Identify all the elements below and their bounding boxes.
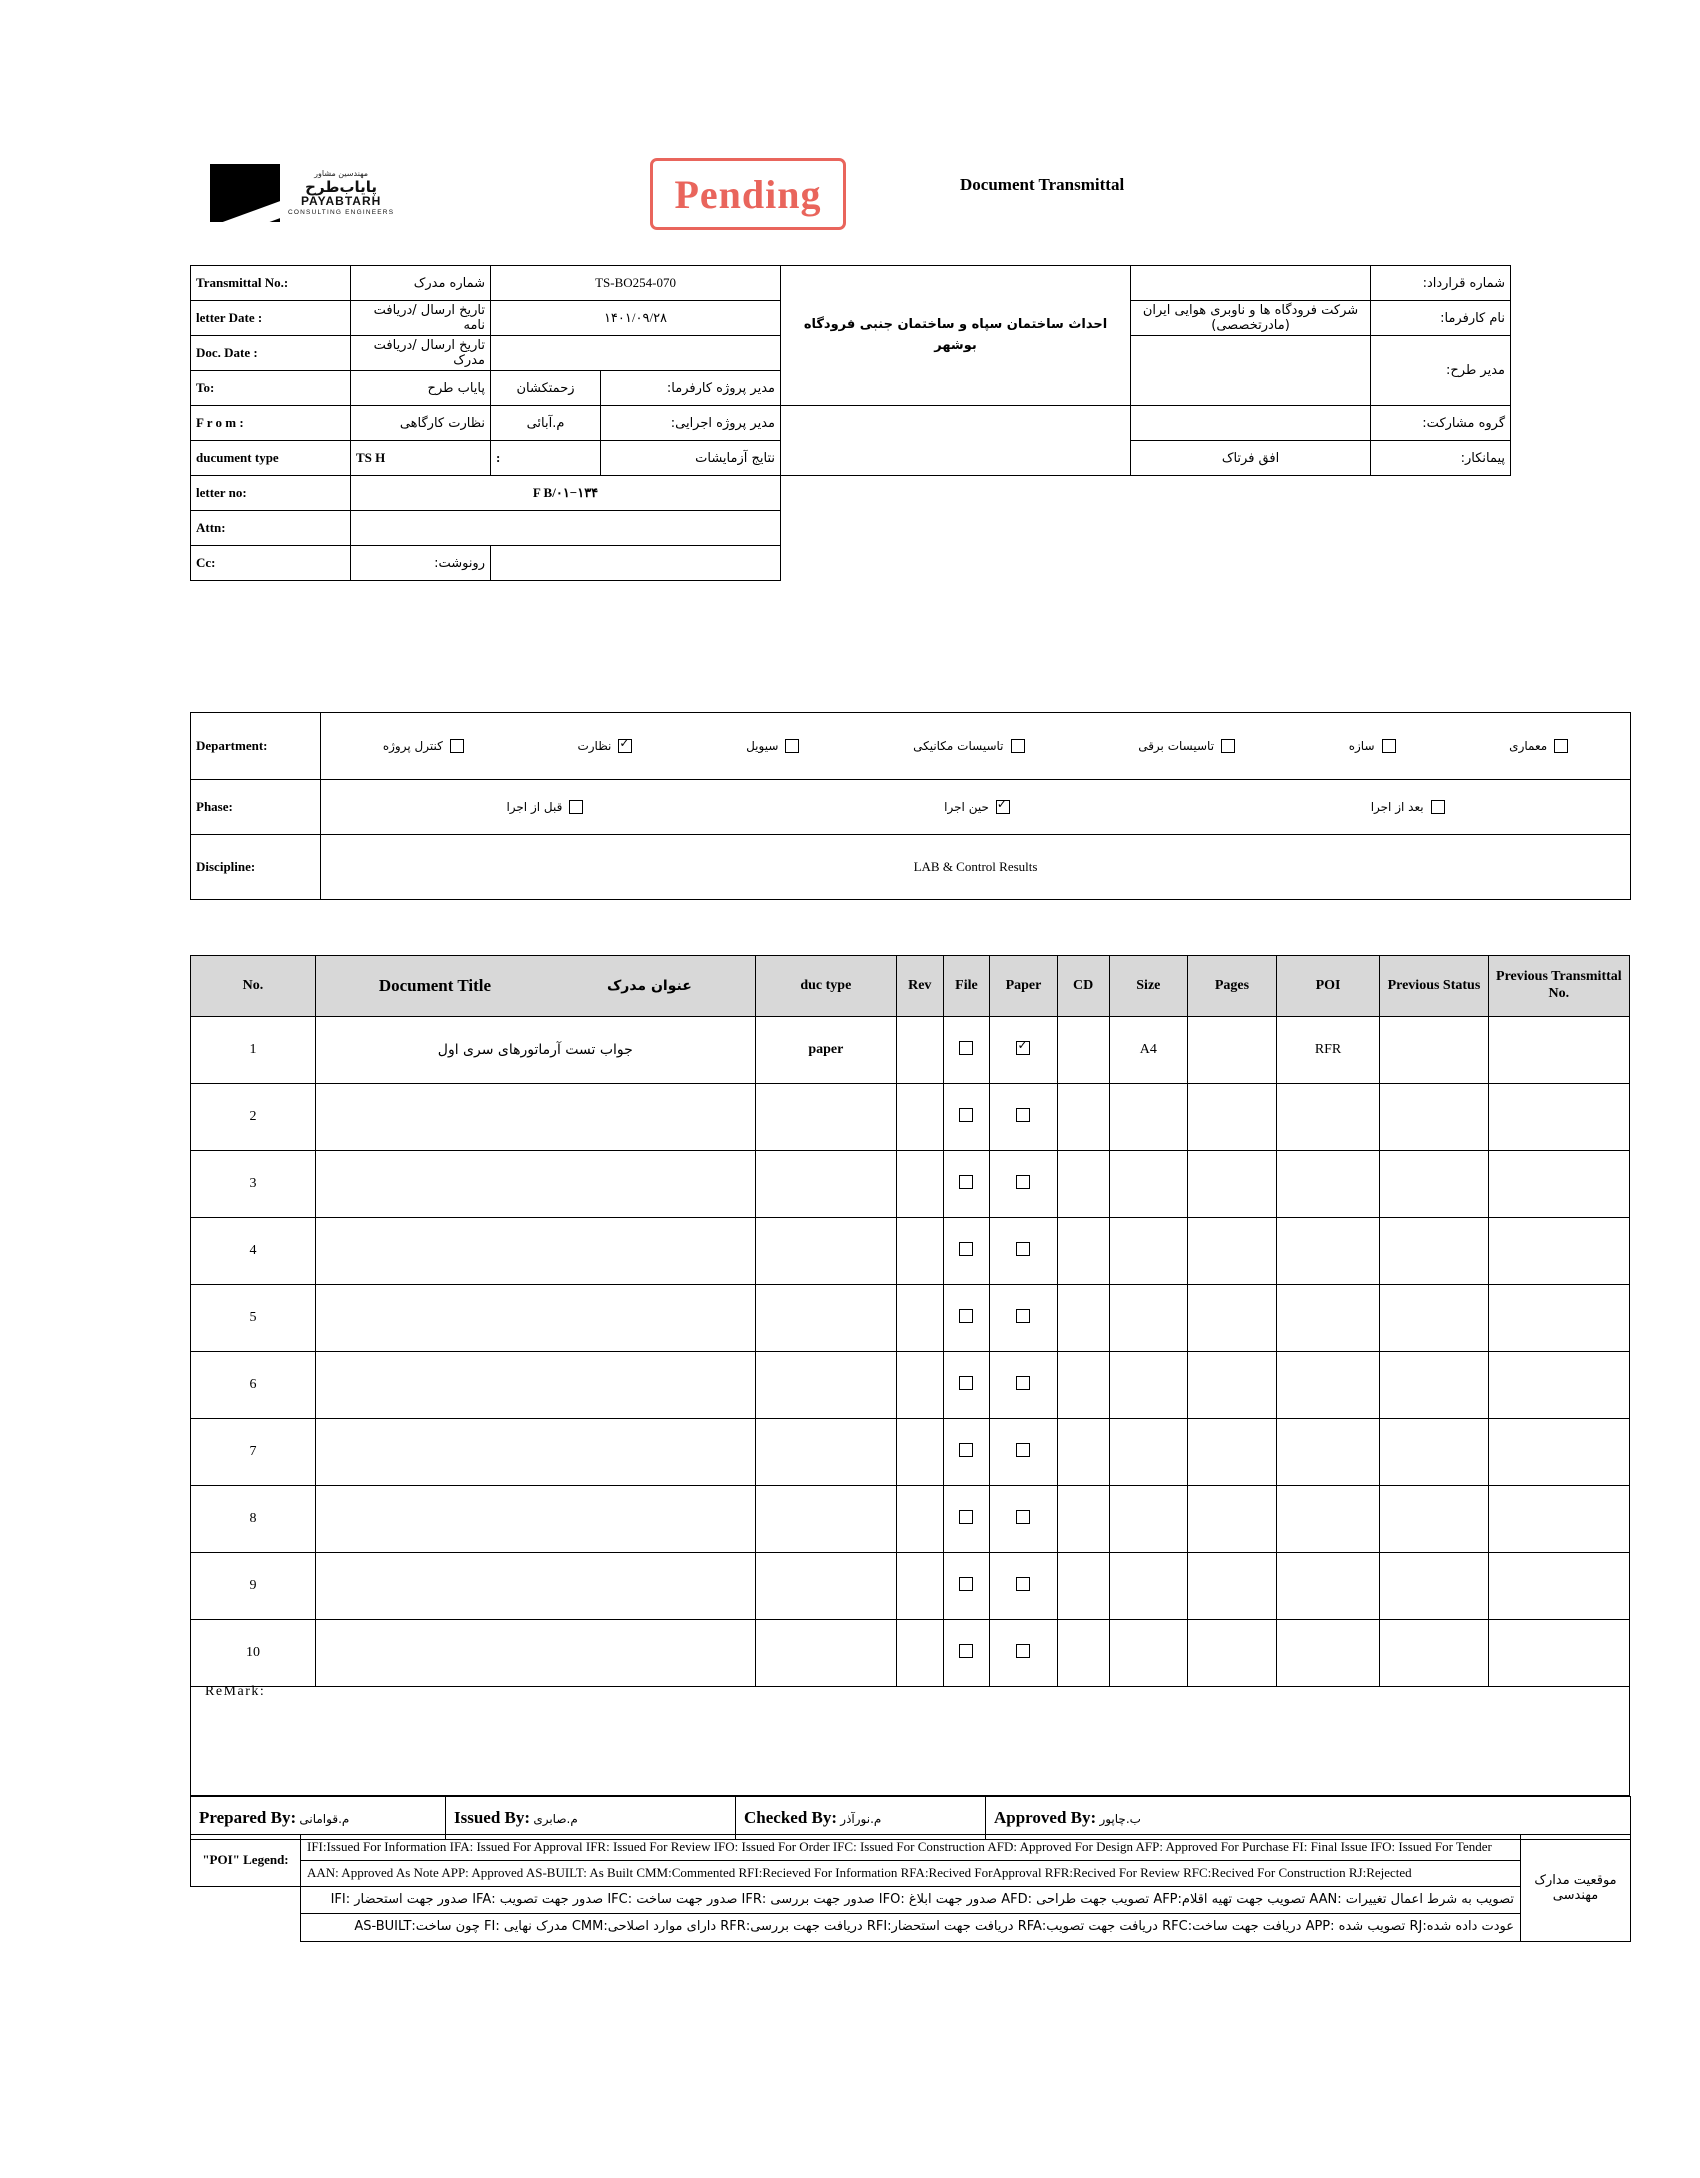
dept-option-mechanical[interactable]: تاسیسات مکانیکی <box>913 739 1024 753</box>
cell-title[interactable] <box>315 1352 755 1419</box>
checkbox-icon[interactable] <box>1382 739 1396 753</box>
cell-poi[interactable] <box>1276 1352 1379 1419</box>
cell-cd[interactable] <box>1057 1419 1109 1486</box>
cell-file[interactable] <box>943 1352 990 1419</box>
from-role-value[interactable]: م.آبائی <box>491 406 601 441</box>
cell-title[interactable] <box>315 1419 755 1486</box>
logo-text <box>288 170 394 216</box>
cell-pages[interactable] <box>1187 1017 1276 1084</box>
header-poi: POI <box>1276 956 1379 1017</box>
cell-title[interactable]: جواب تست آرماتورهای سری اول <box>315 1017 755 1084</box>
cell-paper[interactable] <box>990 1218 1057 1285</box>
checkbox-icon[interactable] <box>959 1242 973 1256</box>
logo-line-1: مهندسین مشاور <box>314 169 369 179</box>
logo-mark-icon <box>210 164 280 222</box>
doc-date-label: Doc. Date : <box>191 336 351 371</box>
discipline-label: Discipline: <box>191 835 321 900</box>
header-previous-status: Previous Status <box>1380 956 1489 1017</box>
project-title-continued <box>781 406 1131 476</box>
cell-file[interactable] <box>943 1285 990 1352</box>
checkbox-icon[interactable] <box>959 1309 973 1323</box>
cell-pages[interactable] <box>1187 1419 1276 1486</box>
checkbox-icon[interactable] <box>1016 1443 1030 1457</box>
cell-no: 9 <box>191 1553 316 1620</box>
transmittal-no-value[interactable]: TS-BO254-070 <box>491 266 781 301</box>
table-row <box>191 1419 1630 1486</box>
letter-no-label: letter no: <box>191 476 351 511</box>
cell-duc-type[interactable] <box>755 1553 896 1620</box>
document-header <box>190 150 1510 240</box>
cell-size[interactable] <box>1109 1218 1187 1285</box>
doc-date-value[interactable] <box>491 336 781 371</box>
cell-previous-transmittal-no[interactable] <box>1488 1218 1629 1285</box>
cell-duc-type[interactable]: paper <box>755 1017 896 1084</box>
dept-option-sazeh[interactable]: سازه <box>1349 739 1396 753</box>
checkbox-icon[interactable] <box>1016 1175 1030 1189</box>
cell-size[interactable] <box>1109 1285 1187 1352</box>
to-role-label: مدیر پروژه کارفرما: <box>601 371 781 406</box>
cell-paper[interactable] <box>990 1553 1057 1620</box>
checkbox-icon[interactable] <box>959 1041 973 1055</box>
checkbox-icon[interactable] <box>1016 1644 1030 1658</box>
cell-size[interactable] <box>1109 1352 1187 1419</box>
cell-duc-type[interactable] <box>755 1285 896 1352</box>
cell-no: 3 <box>191 1151 316 1218</box>
header-file: File <box>943 956 990 1017</box>
cell-poi[interactable] <box>1276 1218 1379 1285</box>
cell-previous-status[interactable] <box>1380 1218 1489 1285</box>
header-previous-transmittal-no: Previous Transmittal No. <box>1488 956 1629 1017</box>
remark-box[interactable] <box>190 1676 1630 1796</box>
cell-rev[interactable] <box>896 1285 943 1352</box>
cell-title[interactable] <box>315 1285 755 1352</box>
issued-by-label: Issued By: <box>454 1808 531 1827</box>
cell-poi[interactable] <box>1276 1084 1379 1151</box>
checkbox-icon[interactable] <box>450 739 464 753</box>
cell-pages[interactable] <box>1187 1486 1276 1553</box>
cell-previous-status[interactable] <box>1380 1285 1489 1352</box>
header-rev: Rev <box>896 956 943 1017</box>
header-document-title <box>315 956 755 1017</box>
design-manager-label: مدیر طرح: <box>1371 336 1511 406</box>
cell-paper[interactable] <box>990 1486 1057 1553</box>
company-logo <box>210 158 410 228</box>
cell-duc-type[interactable] <box>755 1419 896 1486</box>
cell-pages[interactable] <box>1187 1352 1276 1419</box>
header-paper: Paper <box>990 956 1057 1017</box>
approved-by-label: Approved By: <box>994 1808 1097 1827</box>
checkbox-icon[interactable] <box>1016 1510 1030 1524</box>
cell-no: 4 <box>191 1218 316 1285</box>
cell-poi[interactable] <box>1276 1486 1379 1553</box>
cell-poi[interactable] <box>1276 1419 1379 1486</box>
employer-label: نام کارفرما: <box>1371 301 1511 336</box>
legend-line-3: تصویب به شرط اعمال تغییرات :AAN تصویب جهت تهیه اقلام:AFP تصویب جهت طراحی :AFD صدور جهت ابلاغ :IFO صدور جهت بررسی :IFR صدور جهت ساخت :IFC صدور جهت تصویب :IFA صدور جهت استحضار :IFI <box>301 1886 1521 1914</box>
cell-cd[interactable] <box>1057 1285 1109 1352</box>
checkbox-icon[interactable] <box>959 1376 973 1390</box>
document-list-table <box>190 955 1630 1687</box>
header-pages: Pages <box>1187 956 1276 1017</box>
attn-value[interactable] <box>351 511 781 546</box>
cell-pages[interactable] <box>1187 1084 1276 1151</box>
cell-pages[interactable] <box>1187 1151 1276 1218</box>
poi-legend-label: "POI" Legend: <box>191 1835 301 1887</box>
to-value[interactable]: پایاب طرح <box>351 371 491 406</box>
checkbox-icon[interactable] <box>1431 800 1445 814</box>
cell-previous-transmittal-no[interactable] <box>1488 1352 1629 1419</box>
cc-label-fa: رونوشت: <box>351 546 491 581</box>
cell-previous-status[interactable] <box>1380 1017 1489 1084</box>
cell-duc-type[interactable] <box>755 1218 896 1285</box>
cell-cd[interactable] <box>1057 1084 1109 1151</box>
cell-cd[interactable] <box>1057 1218 1109 1285</box>
cell-rev[interactable] <box>896 1151 943 1218</box>
cell-size[interactable] <box>1109 1486 1187 1553</box>
cell-previous-status[interactable] <box>1380 1084 1489 1151</box>
remark-label: ReMark: <box>205 1684 266 1699</box>
department-table <box>190 712 1631 900</box>
cell-file[interactable] <box>943 1084 990 1151</box>
header-size: Size <box>1109 956 1187 1017</box>
phase-checkbox-row <box>326 800 1625 814</box>
table-row <box>191 1084 1630 1151</box>
cc-label: Cc: <box>191 546 351 581</box>
transmittal-no-label-fa: شماره مدرک <box>351 266 491 301</box>
attn-label: Attn: <box>191 511 351 546</box>
phase-option-during[interactable]: ✓ حین اجرا <box>944 800 1010 814</box>
checkbox-icon[interactable] <box>1016 1309 1030 1323</box>
employer-value: شرکت فرودگاه ها و ناوبری هوایی ایران (مادرتخصصی) <box>1131 301 1371 336</box>
cell-rev[interactable] <box>896 1352 943 1419</box>
cell-previous-transmittal-no[interactable] <box>1488 1486 1629 1553</box>
checkbox-icon[interactable] <box>959 1108 973 1122</box>
cell-title[interactable] <box>315 1218 755 1285</box>
issued-by-value[interactable]: م.صابری <box>533 1812 578 1826</box>
cell-no: 10 <box>191 1620 316 1687</box>
cell-title[interactable] <box>315 1151 755 1218</box>
cell-no: 1 <box>191 1017 316 1084</box>
cell-duc-type[interactable] <box>755 1151 896 1218</box>
consortium-label: گروه مشارکت: <box>1371 406 1511 441</box>
legend-side-label: موقعیت مدارک مهندسی <box>1521 1835 1631 1942</box>
project-title: احداث ساختمان سپاه و ساختمان جنبی فرودگاه بوشهر <box>781 266 1131 406</box>
remark-value[interactable] <box>191 1700 1629 1708</box>
header-cd: CD <box>1057 956 1109 1017</box>
header-document-title-fa: عنوان مدرک <box>606 978 692 994</box>
department-label: Department: <box>191 713 321 780</box>
cell-pages[interactable] <box>1187 1218 1276 1285</box>
cell-previous-transmittal-no[interactable] <box>1488 1017 1629 1084</box>
phase-option-before[interactable]: قبل از اجرا <box>506 800 583 814</box>
checkbox-checked-icon[interactable] <box>618 739 632 753</box>
cell-paper[interactable] <box>990 1419 1057 1486</box>
cell-paper[interactable] <box>990 1151 1057 1218</box>
cell-cd[interactable] <box>1057 1553 1109 1620</box>
document-type-colon: : <box>491 441 601 476</box>
checked-by-value[interactable]: م.نورآذر <box>840 1812 882 1826</box>
cell-previous-status[interactable] <box>1380 1486 1489 1553</box>
letter-date-value[interactable]: ۱۴۰۱/۰۹/۲۸ <box>491 301 781 336</box>
cell-rev[interactable] <box>896 1017 943 1084</box>
table-row <box>191 1486 1630 1553</box>
cell-cd[interactable] <box>1057 1352 1109 1419</box>
prepared-by-label: Prepared By: <box>199 1808 297 1827</box>
pending-stamp: Pending <box>650 158 846 230</box>
cell-file[interactable] <box>943 1151 990 1218</box>
cell-paper[interactable] <box>990 1285 1057 1352</box>
cell-no: 7 <box>191 1419 316 1486</box>
prepared-by-value[interactable]: م.قوامانی <box>299 1812 350 1826</box>
cell-no: 5 <box>191 1285 316 1352</box>
table-row <box>191 1218 1630 1285</box>
header-no: No. <box>191 956 316 1017</box>
contract-no-value[interactable] <box>1131 266 1371 301</box>
cell-cd[interactable] <box>1057 1151 1109 1218</box>
cell-previous-transmittal-no[interactable] <box>1488 1084 1629 1151</box>
cell-poi[interactable]: RFR <box>1276 1017 1379 1084</box>
from-label: F r o m : <box>191 406 351 441</box>
cell-no: 2 <box>191 1084 316 1151</box>
cell-cd[interactable] <box>1057 1486 1109 1553</box>
cell-duc-type[interactable] <box>755 1486 896 1553</box>
dept-option-electrical[interactable]: تاسیسات برقی <box>1138 739 1235 753</box>
dept-option-civil[interactable]: سیویل <box>746 739 799 753</box>
approved-by-value[interactable]: ب.چاپور <box>1099 1812 1141 1826</box>
cc-value[interactable] <box>491 546 781 581</box>
cell-rev[interactable] <box>896 1084 943 1151</box>
checkbox-icon[interactable] <box>1221 739 1235 753</box>
cell-paper[interactable] <box>990 1084 1057 1151</box>
transmittal-info-table <box>190 265 1511 581</box>
cell-previous-status[interactable] <box>1380 1419 1489 1486</box>
cell-poi[interactable] <box>1276 1151 1379 1218</box>
dept-option-project-control[interactable]: کنترل پروژه <box>383 739 464 753</box>
document-type-value[interactable]: نتایج آزمایشات <box>601 441 781 476</box>
phase-option-after[interactable]: بعد از اجرا <box>1371 800 1445 814</box>
cell-rev[interactable] <box>896 1419 943 1486</box>
cell-file[interactable] <box>943 1017 990 1084</box>
department-options <box>321 713 1631 780</box>
checkbox-icon[interactable] <box>1016 1242 1030 1256</box>
checkbox-icon[interactable] <box>1011 739 1025 753</box>
cell-previous-transmittal-no[interactable] <box>1488 1553 1629 1620</box>
to-role-value[interactable]: زحمتکشان <box>491 371 601 406</box>
logo-line-2: پایاب‌طرح <box>305 177 378 196</box>
legend-line-2: AAN: Approved As Note APP: Approved AS-BUILT: As Built CMM:Commented RFI:Recieved For Information RFA:Recived ForApproval RFR:Recived For Review RFC:Recived For Construction RJ:Rejected <box>301 1860 1521 1886</box>
dept-option-memari[interactable]: معماری <box>1509 739 1568 753</box>
cell-previous-transmittal-no[interactable] <box>1488 1151 1629 1218</box>
discipline-value[interactable]: LAB & Control Results <box>321 835 1631 900</box>
table-row <box>191 1017 1630 1084</box>
phase-options <box>321 780 1631 835</box>
logo-line-4: CONSULTING ENGINEERS <box>288 208 395 216</box>
cell-size[interactable] <box>1109 1084 1187 1151</box>
table-row <box>191 1151 1630 1218</box>
from-value[interactable]: نظارت کارگاهی <box>351 406 491 441</box>
cell-paper[interactable] <box>990 1352 1057 1419</box>
cell-duc-type[interactable] <box>755 1352 896 1419</box>
cell-rev[interactable] <box>896 1553 943 1620</box>
cell-no: 6 <box>191 1352 316 1419</box>
cell-rev[interactable] <box>896 1218 943 1285</box>
checkbox-icon[interactable] <box>1554 739 1568 753</box>
checkbox-icon[interactable] <box>959 1644 973 1658</box>
cell-previous-status[interactable] <box>1380 1151 1489 1218</box>
table-row <box>191 1352 1630 1419</box>
to-label: To: <box>191 371 351 406</box>
contractor-value: افق فرتاک <box>1131 441 1371 476</box>
legend-line-1: IFI:Issued For Information IFA: Issued For Approval IFR: Issued For Review IFO: Issued For Order IFC: Issued For Construction AFD: Approved For Design AFP: Approved For Purchase FI: Final Issue IFO: Issued For Tender <box>301 1835 1521 1861</box>
checkbox-icon[interactable] <box>569 800 583 814</box>
document-type-code: TS H <box>351 441 491 476</box>
checkbox-icon[interactable] <box>1016 1577 1030 1591</box>
cell-rev[interactable] <box>896 1486 943 1553</box>
doc-date-label-fa: تاریخ ارسال /دریافت مدرک <box>351 336 491 371</box>
cell-previous-status[interactable] <box>1380 1352 1489 1419</box>
phase-label: Phase: <box>191 780 321 835</box>
cell-file[interactable] <box>943 1486 990 1553</box>
header-duc-type: duc type <box>755 956 896 1017</box>
dept-option-supervision[interactable]: ✓ نظارت <box>577 739 632 753</box>
cell-size[interactable] <box>1109 1553 1187 1620</box>
contract-no-label: شماره قرارداد: <box>1371 266 1511 301</box>
legend-line-4: عودت داده شده:RJ تصویب شده :APP دریافت جهت ساخت:RFC دریافت جهت تصویب:RFA دریافت جهت استحضار:RFI دریافت جهت بررسی:RFR دارای موارد اصلاحی:CMM مدرک نهایی :FI چون ساخت:AS-BUILT <box>301 1914 1521 1942</box>
checkbox-icon[interactable] <box>959 1577 973 1591</box>
page-title: Document Transmittal <box>960 175 1125 194</box>
letter-no-value[interactable]: F B/۰۱−۱۳۴ <box>351 476 781 511</box>
checkbox-icon[interactable] <box>959 1443 973 1457</box>
header-document-title-en: Document Title <box>378 976 492 995</box>
document-table-header-row <box>191 956 1630 1017</box>
cell-duc-type[interactable] <box>755 1084 896 1151</box>
cell-no: 8 <box>191 1486 316 1553</box>
letter-date-label-fa: تاریخ ارسال /دریافت نامه <box>351 301 491 336</box>
contractor-label: پیمانکار: <box>1371 441 1511 476</box>
cell-previous-transmittal-no[interactable] <box>1488 1419 1629 1486</box>
cell-size[interactable] <box>1109 1419 1187 1486</box>
cell-file[interactable] <box>943 1553 990 1620</box>
logo-line-3: PAYABTARH <box>300 194 382 209</box>
cell-file[interactable] <box>943 1218 990 1285</box>
table-row <box>191 1553 1630 1620</box>
consortium-value[interactable] <box>1131 406 1371 441</box>
department-checkbox-row <box>326 739 1625 753</box>
cell-size[interactable]: A4 <box>1109 1017 1187 1084</box>
transmittal-no-label: Transmittal No.: <box>191 266 351 301</box>
checkbox-checked-icon[interactable] <box>996 800 1010 814</box>
letter-date-label: letter Date : <box>191 301 351 336</box>
cell-title[interactable] <box>315 1084 755 1151</box>
cell-title[interactable] <box>315 1553 755 1620</box>
cell-title[interactable] <box>315 1486 755 1553</box>
table-row <box>191 1285 1630 1352</box>
checkbox-icon[interactable] <box>1016 1376 1030 1390</box>
checkbox-icon[interactable] <box>1016 1108 1030 1122</box>
checkbox-icon[interactable] <box>959 1510 973 1524</box>
cell-paper[interactable] <box>990 1017 1057 1084</box>
cell-file[interactable] <box>943 1419 990 1486</box>
cell-pages[interactable] <box>1187 1285 1276 1352</box>
cell-previous-status[interactable] <box>1380 1553 1489 1620</box>
poi-legend-table <box>190 1834 1631 1942</box>
checked-by-label: Checked By: <box>744 1808 838 1827</box>
checkbox-checked-icon[interactable] <box>1016 1041 1030 1055</box>
cell-pages[interactable] <box>1187 1553 1276 1620</box>
cell-cd[interactable] <box>1057 1017 1109 1084</box>
checkbox-icon[interactable] <box>959 1175 973 1189</box>
cell-previous-transmittal-no[interactable] <box>1488 1285 1629 1352</box>
from-role-label: مدیر پروژه اجرایی: <box>601 406 781 441</box>
document-type-label: ducument type <box>191 441 351 476</box>
cell-size[interactable] <box>1109 1151 1187 1218</box>
cell-poi[interactable] <box>1276 1553 1379 1620</box>
checkbox-icon[interactable] <box>785 739 799 753</box>
design-manager-value[interactable] <box>1131 336 1371 406</box>
cell-poi[interactable] <box>1276 1285 1379 1352</box>
